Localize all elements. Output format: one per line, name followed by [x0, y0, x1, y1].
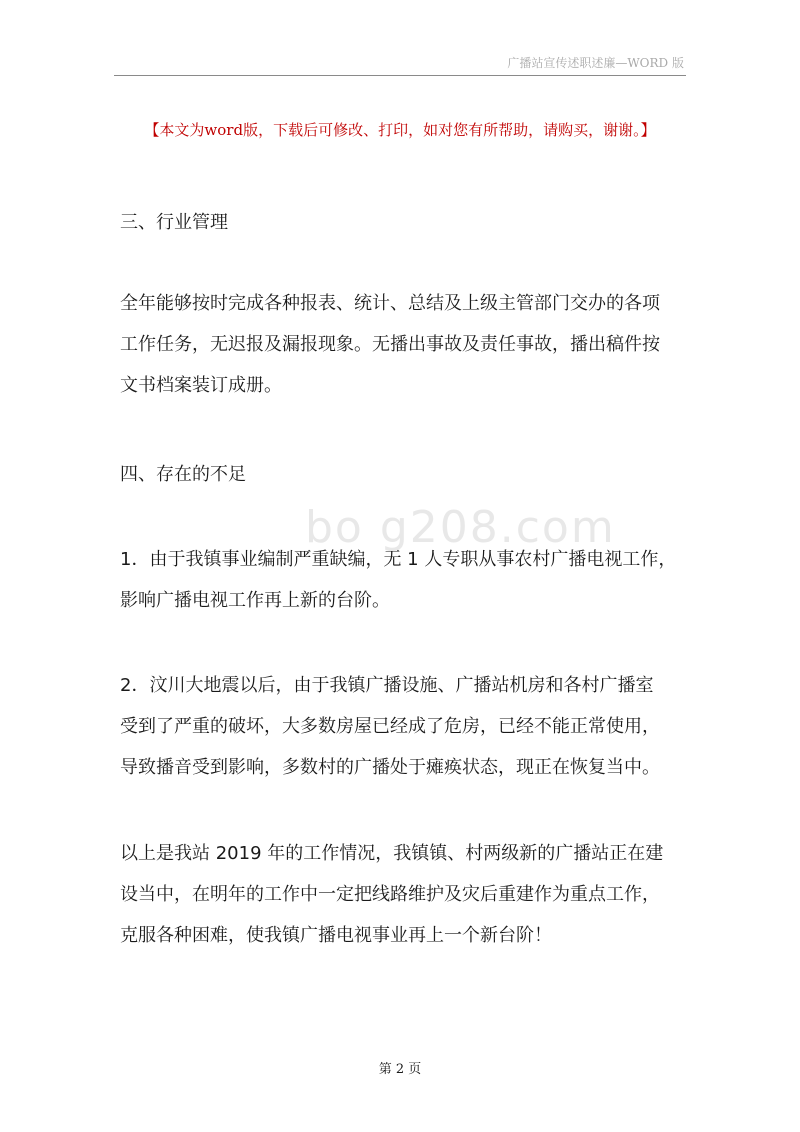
download-notice: 【本文为word版，下载后可修改、打印，如对您有所帮助，请购买，谢谢。】	[144, 121, 656, 139]
paragraph-line: 以上是我站 2019 年的工作情况，我镇镇、村两级新的广播站正在建	[120, 843, 664, 864]
page-number: 第 2 页	[378, 1062, 422, 1077]
heading-text: 三、行业管理	[120, 212, 228, 233]
paragraph-line: 影响广播电视工作再上新的台阶。	[120, 590, 390, 611]
paragraph-line: 受到了严重的破坏，大多数房屋已经成了危房，已经不能正常使用，	[120, 716, 660, 737]
paragraph-line: 全年能够按时完成各种报表、统计、总结及上级主管部门交办的各项	[120, 293, 660, 314]
running-header: 广播站宣传述职述廉—WORD 版	[507, 56, 684, 70]
paragraph-line: 导致播音受到影响，多数村的广播处于瘫痪状态，现正在恢复当中。	[120, 757, 660, 778]
paragraph-line: 文书档案装订成册。	[120, 375, 282, 396]
paragraph-line: 2．汶川大地震以后，由于我镇广播设施、广播站机房和各村广播室	[120, 675, 654, 696]
heading-text: 四、存在的不足	[120, 464, 246, 485]
watermark: bo g208.com	[305, 502, 616, 553]
paragraph-shortcoming-2	[120, 665, 686, 788]
paragraph-line: 克服各种困难，使我镇广播电视事业再上一个新台阶！	[120, 925, 552, 946]
section-heading-industry-management	[120, 202, 686, 243]
paragraph-line: 1．由于我镇事业编制严重缺编，无 1 人专职从事农村广播电视工作，	[120, 549, 677, 570]
paragraph-industry-management	[120, 283, 686, 406]
header-divider	[114, 75, 686, 76]
paragraph-line: 工作任务，无迟报及漏报现象。无播出事故及责任事故，播出稿件按	[120, 334, 660, 355]
paragraph-conclusion	[120, 833, 686, 956]
section-heading-shortcomings	[120, 454, 686, 495]
paragraph-line: 设当中，在明年的工作中一定把线路维护及灾后重建作为重点工作，	[120, 884, 660, 905]
paragraph-shortcoming-1	[120, 539, 686, 621]
